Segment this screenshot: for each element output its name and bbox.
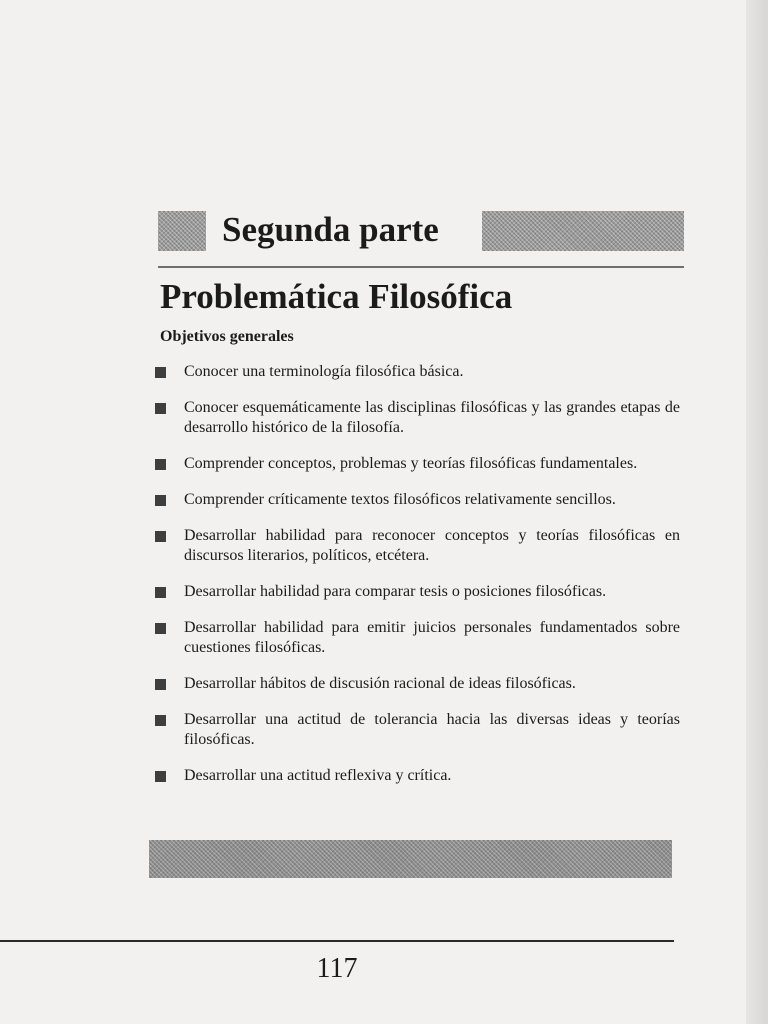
list-item: [150, 454, 680, 474]
list-item: [150, 674, 680, 694]
square-bullet-icon: [155, 367, 166, 378]
objective-text: Comprender conceptos, problemas y teorías filosóficas fundamentales.: [184, 455, 638, 472]
objective-text: Comprender críticamente textos filosóficos relativamente sencillos.: [184, 491, 616, 508]
list-item: [150, 710, 680, 750]
list-item: [150, 582, 680, 602]
square-bullet-icon: [155, 495, 166, 506]
list-item: [150, 398, 680, 438]
page-number: 117: [316, 953, 358, 984]
objective-text: Desarrollar una actitud reflexiva y crítica.: [184, 767, 452, 784]
square-bullet-icon: [155, 587, 166, 598]
objective-text: Desarrollar habilidad para emitir juicios personales fundamentados sobre cuestiones filosóficas.: [184, 619, 680, 656]
objective-text: Desarrollar una actitud de tolerancia hacia las diversas ideas y teorías filosóficas.: [184, 711, 680, 748]
part-title: Segunda parte: [222, 210, 439, 249]
footer-rule: [0, 940, 674, 942]
header-hatch-right: [482, 211, 684, 251]
list-item: [150, 362, 680, 382]
objective-text: Desarrollar habilidad para reconocer conceptos y teorías filosóficas en discursos literarios, políticos, etcétera.: [184, 527, 680, 564]
square-bullet-icon: [155, 715, 166, 726]
title-rule: [158, 266, 684, 268]
square-bullet-icon: [155, 623, 166, 634]
list-item: [150, 766, 680, 786]
part-header: [158, 211, 684, 251]
objective-text: Conocer esquemáticamente las disciplinas filosóficas y las grandes etapas de desarrollo histórico de la filosofía.: [184, 399, 680, 436]
objective-text: Conocer una terminología filosófica básica.: [184, 363, 464, 380]
square-bullet-icon: [155, 771, 166, 782]
square-bullet-icon: [155, 403, 166, 414]
square-bullet-icon: [155, 531, 166, 542]
list-item: [150, 490, 680, 510]
header-hatch-left: [158, 211, 206, 251]
objectives-list: [150, 362, 680, 802]
list-item: [150, 526, 680, 566]
objective-text: Desarrollar habilidad para comparar tesis o posiciones filosóficas.: [184, 583, 607, 600]
page-title: Problemática Filosófica: [160, 277, 513, 316]
square-bullet-icon: [155, 459, 166, 470]
decorative-hatch-bar: [149, 840, 672, 878]
page-edge-shadow: [746, 0, 768, 1024]
objective-text: Desarrollar hábitos de discusión racional de ideas filosóficas.: [184, 675, 576, 692]
square-bullet-icon: [155, 679, 166, 690]
list-item: [150, 618, 680, 658]
objectives-heading: Objetivos generales: [160, 328, 294, 345]
